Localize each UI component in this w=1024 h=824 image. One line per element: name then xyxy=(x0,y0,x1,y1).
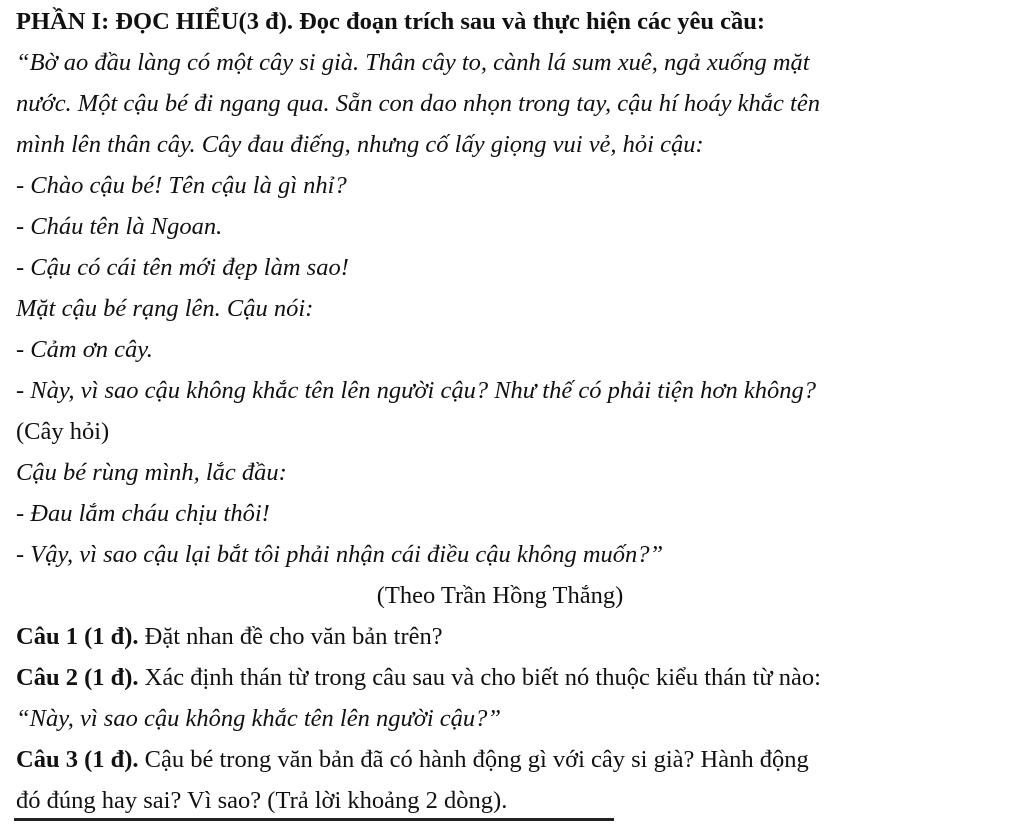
dialogue-line: - Đau lắm cháu chịu thôi! xyxy=(16,500,270,527)
passage-line: mình lên thân cây. Cây đau điếng, nhưng cố lấy giọng vui vẻ, hỏi cậu: xyxy=(16,131,704,158)
dialogue-line: - Vậy, vì sao cậu lại bắt tôi phải nhận cái điều cậu không muốn?” xyxy=(16,541,664,568)
passage xyxy=(16,42,1016,616)
dialogue-line: - Này, vì sao cậu không khắc tên lên người cậu? Như thế có phải tiện hơn không? xyxy=(16,377,816,404)
dialogue-line: - Cháu tên là Ngoan. xyxy=(16,213,223,240)
dialogue-line: - Cậu có cái tên mới đẹp làm sao! xyxy=(16,254,349,281)
questions xyxy=(16,616,1016,821)
passage-source: (Theo Trần Hồng Thắng) xyxy=(376,582,624,609)
dialogue-line: - Cảm ơn cây. xyxy=(16,336,153,363)
question-3-continuation: đó đúng hay sai? Vì sao? (Trả lời khoảng 2 dòng). xyxy=(16,787,508,814)
question-label: Câu 3 (1 đ). xyxy=(16,746,139,773)
passage-line: Cậu bé rùng mình, lắc đầu: xyxy=(16,459,287,486)
question-1 xyxy=(16,616,1016,657)
passage-line: nước. Một cậu bé đi ngang qua. Sẵn con dao nhọn trong tay, cậu hí hoáy khắc tên xyxy=(16,90,820,117)
bottom-divider xyxy=(14,818,614,821)
stage-note: (Cây hỏi) xyxy=(16,418,110,445)
question-text: Cậu bé trong văn bản đã có hành động gì với cây si già? Hành động xyxy=(138,746,809,773)
question-2-quote: “Này, vì sao cậu không khắc tên lên người cậu?” xyxy=(16,705,502,732)
passage-line: “Bờ ao đầu làng có một cây si già. Thân cây to, cành lá sum xuê, ngả xuống mặt xyxy=(16,49,810,76)
dialogue-line: - Chào cậu bé! Tên cậu là gì nhỉ? xyxy=(16,172,347,199)
question-3 xyxy=(16,739,1016,780)
passage-line: Mặt cậu bé rạng lên. Cậu nói: xyxy=(16,295,314,322)
question-2 xyxy=(16,657,1016,698)
question-label: Câu 2 (1 đ). xyxy=(16,664,139,691)
question-label: Câu 1 (1 đ). xyxy=(16,623,139,650)
section-title: PHẦN I: ĐỌC HIỂU(3 đ). Đọc đoạn trích sau và thực hiện các yêu cầu: xyxy=(16,8,766,35)
question-text: Đặt nhan đề cho văn bản trên? xyxy=(138,623,443,650)
question-text: Xác định thán từ trong câu sau và cho biết nó thuộc kiểu thán từ nào: xyxy=(138,664,821,691)
